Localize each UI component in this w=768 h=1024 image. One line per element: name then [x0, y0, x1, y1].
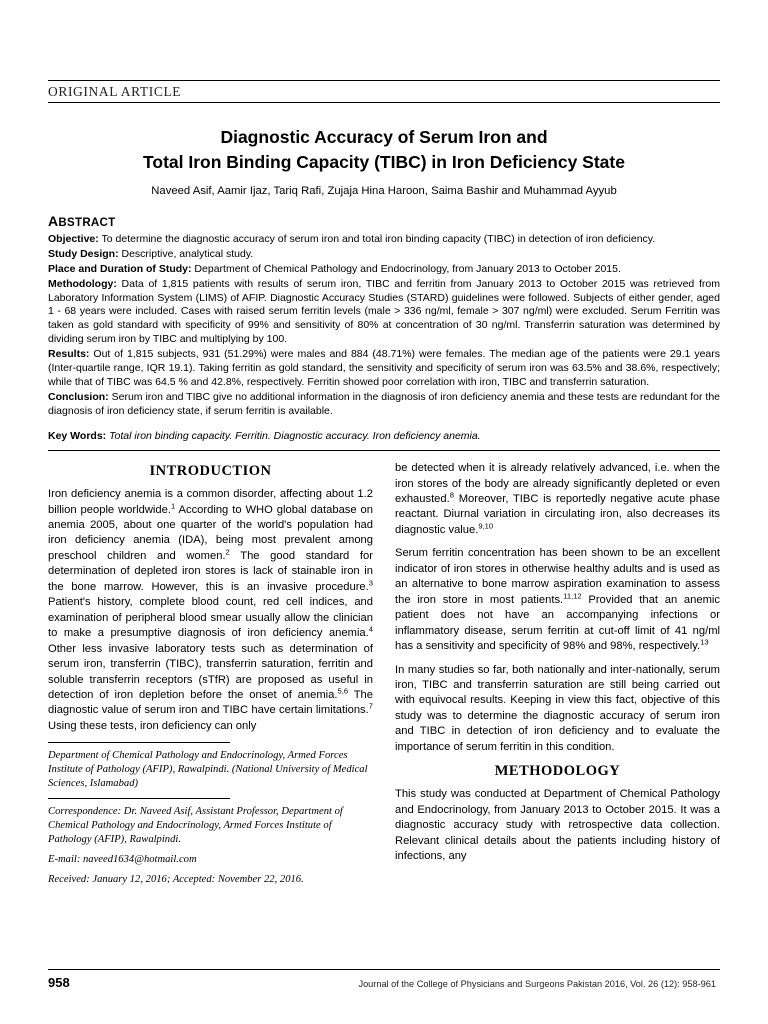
article-type-label: ORIGINAL ARTICLE: [48, 84, 182, 99]
right-column: [395, 461, 720, 893]
intro-text-a: Iron deficiency anemia is a common disorder, affecting about 1.2 billion people worldwide.: [48, 488, 373, 516]
abstract-methodology: [48, 278, 720, 348]
intro-text-e: Other less invasive laboratory tests such as determination of serum iron, transferrin (TIBC), transferrin saturation, ferritin and soluble transferrin receptors (sTfR) are proposed as useful in detection of iron depletion before the onset of anemia.: [48, 642, 373, 701]
ref-sup-11-12: 11,12: [563, 590, 582, 600]
correspondence-email[interactable]: E-mail: naveed1634@hotmail.com: [48, 853, 197, 865]
abstract-conclusion-label: Conclusion:: [48, 391, 109, 404]
received-accepted-dates: Received: January 12, 2016; Accepted: November 22, 2016.: [48, 873, 304, 885]
header-divider: [48, 102, 720, 103]
intro-continued-paragraph: [395, 461, 720, 538]
intro-paragraph: [48, 487, 373, 734]
ref-sup-1: 1: [170, 500, 176, 510]
intro-text-d: Patient's history, complete blood count, red cell indices, and examination of peripheral blood smear usually allow the clinician to make a presumptive diagnosis of iron deficiency anemia.: [48, 596, 373, 640]
ref-sup-4: 4: [368, 624, 373, 634]
correspondence-note: Correspondence: Dr. Naveed Asif, Assistant Professor, Department of Chemical Pathology and Endocrinology, Armed Forces Institute of Pathology (AFIP), Rawalpindi.: [48, 805, 343, 845]
footer-row: [48, 975, 720, 990]
abstract-results: [48, 348, 720, 390]
left-column: [48, 461, 373, 893]
abstract-place-label: Place and Duration of Study:: [48, 262, 192, 275]
right-text-b: Moreover, TIBC is reportedly negative acute phase reactant. Diurnal variation in circulating iron, also decreases its diagnostic value.: [395, 492, 720, 536]
page-number: 958: [48, 975, 70, 990]
footnote-divider-middle: [48, 798, 230, 799]
author-list: Naveed Asif, Aamir Ijaz, Tariq Rafi, Zujaja Hina Haroon, Saima Bashir and Muhammad Ayyub: [151, 184, 617, 197]
title-line-2: Total Iron Binding Capacity (TIBC) in Iron Deficiency State: [143, 151, 625, 172]
abstract-conclusion: [48, 391, 720, 419]
abstract-conclusion-text: Serum iron and TIBC give no additional information in the diagnosis of iron deficiency anemia and these tests are redundant for the diagnosis of iron deficiency state, if serum ferritin is available.: [48, 391, 720, 418]
title-line-1: Diagnostic Accuracy of Serum Iron and: [220, 127, 548, 147]
intro-text-c: The good standard for determination of depleted iron stores is lack of stainable iron in the bone marrow. However, this is an invasive procedure.: [48, 549, 373, 593]
ref-sup-3: 3: [368, 578, 373, 588]
abstract-objective: [48, 233, 720, 247]
abstract-objective-label: Objective:: [48, 232, 99, 245]
affiliation-note: Department of Chemical Pathology and Endocrinology, Armed Forces Institute of Pathology (AFIP), Rawalpindi. (National University of Medical Sciences, Islamabad): [48, 750, 368, 790]
ref-sup-13: 13: [700, 637, 709, 647]
right-text-c: Serum ferritin concentration has been shown to be an excellent indicator of iron stores in otherwise healthy adults and is used as an alternative to bone marrow aspiration examination to assess the iron store in most patients.: [395, 547, 720, 606]
ref-sup-5: 5,6: [337, 686, 349, 696]
abstract-objective-text: To determine the diagnostic accuracy of serum iron and total iron binding capacity (TIBC) in detection of iron deficiency.: [98, 232, 656, 245]
abstract-study-design: [48, 248, 720, 262]
section-heading-methodology: METHODOLOGY: [494, 763, 621, 780]
keywords-label: Key Words:: [48, 430, 107, 443]
right-text-a: be detected when it is already relatively advanced, i.e. when the iron stores of the body are already significantly depleted or even exhausted.: [395, 462, 720, 505]
footnote-divider-top: [48, 742, 230, 743]
two-column-body: [48, 461, 720, 893]
abstract-place-text: Department of Chemical Pathology and Endocrinology, from January 2013 to October 2015.: [191, 262, 621, 275]
abstract-heading: [48, 213, 720, 229]
abstract-results-text: Out of 1,815 subjects, 931 (51.29%) were males and 884 (48.71%) were females. The median age of the patients were 29.1 years (Inter-quartile range, IQR 19.1). Taking ferritin as gold standard, the sensitivity and specificity of serum iron was 63.5% and 38.6%, respectively; while that of TIBC was 64.5 % and 42.8%, respectively. Ferritin showed poor correlation with iron, TIBC and transferrin saturation.: [48, 348, 720, 389]
intro-text-g: Using these tests, iron deficiency can only: [48, 719, 257, 732]
intro-text-f: The diagnostic value of serum iron and TIBC have certain limitations.: [48, 688, 373, 717]
right-text-d: Provided that an anemic patient does not have an accompanying infections or inflammatory disease, serum ferritin at cut-off limit of 41 ng/ml has a sensitivity and specificity of 98% and 98%, respectively.: [395, 593, 720, 653]
ferritin-paragraph: [395, 546, 720, 654]
ref-sup-9-10: 9,10: [478, 521, 494, 531]
footer-divider: [48, 969, 720, 970]
abstract-heading-first-letter: A: [48, 212, 59, 229]
abstract-methodology-text: Data of 1,815 patients with results of serum iron, TIBC and ferritin from January 2013 to October 2015 was retrieved from Laboratory Information System (LIMS) of AFIP. Diagnostic Accuracy Studies (STARD) guidelines were followed. Subjects of either gender, aged 1 - 68 years were included. Cases with raised serum ferritin levels (male > 336 ng/ml, female > 307 ng/ml) were excluded. Serum Ferritin was taken as gold standard with specificity of 99% and sensitivity of 80% at concentration of 30 ng/ml. Transferrin saturation was determined by dividing serum iron by TIBC and multiplying by 100.: [48, 277, 720, 346]
page-title: [54, 125, 714, 175]
abstract-design-text: Descriptive, analytical study.: [118, 247, 254, 260]
abstract-divider: [48, 450, 720, 451]
keywords-list: Total iron binding capacity. Ferritin. Diagnostic accuracy. Iron deficiency anemia.: [109, 430, 481, 443]
objective-paragraph: In many studies so far, both nationally and inter-nationally, serum iron, TIBC and transferrin saturation are still being carried out with equivocal results. Keeping in view this fact, objective of this study was to determine the diagnostic accuracy of serum iron and TIBC in detection of iron deficiency and to evaluate the importance of serum ferritin in this condition.: [395, 663, 720, 753]
section-heading-introduction: INTRODUCTION: [149, 463, 272, 480]
ref-sup-2: 2: [225, 547, 230, 557]
methodology-paragraph: This study was conducted at Department of Chemical Pathology and Endocrinology, from January 2013 to October 2015. It was a diagnostic accuracy study with retrospective data collection. Relevant clinical details about the patients including history of infections, any: [395, 788, 720, 863]
abstract-methodology-label: Methodology:: [48, 277, 117, 290]
abstract-design-label: Study Design:: [48, 247, 119, 260]
journal-citation: Journal of the College of Physicians and Surgeons Pakistan 2016, Vol. 26 (12): 958-961: [358, 979, 716, 989]
keywords-row: [48, 430, 720, 442]
ref-sup-8: 8: [449, 490, 454, 500]
ref-sup-6: 7: [368, 701, 373, 711]
page-footer: [48, 969, 720, 990]
abstract-results-label: Results:: [48, 348, 90, 361]
abstract-heading-rest: BSTRACT: [58, 216, 116, 229]
top-divider: [48, 80, 720, 81]
intro-text-b: According to WHO global database on anemia 2005, about one quarter of the world's population had iron deficiency anemia (IDA), being most prevalent among preschool children and women.: [48, 503, 373, 562]
abstract-place-duration: [48, 263, 720, 277]
